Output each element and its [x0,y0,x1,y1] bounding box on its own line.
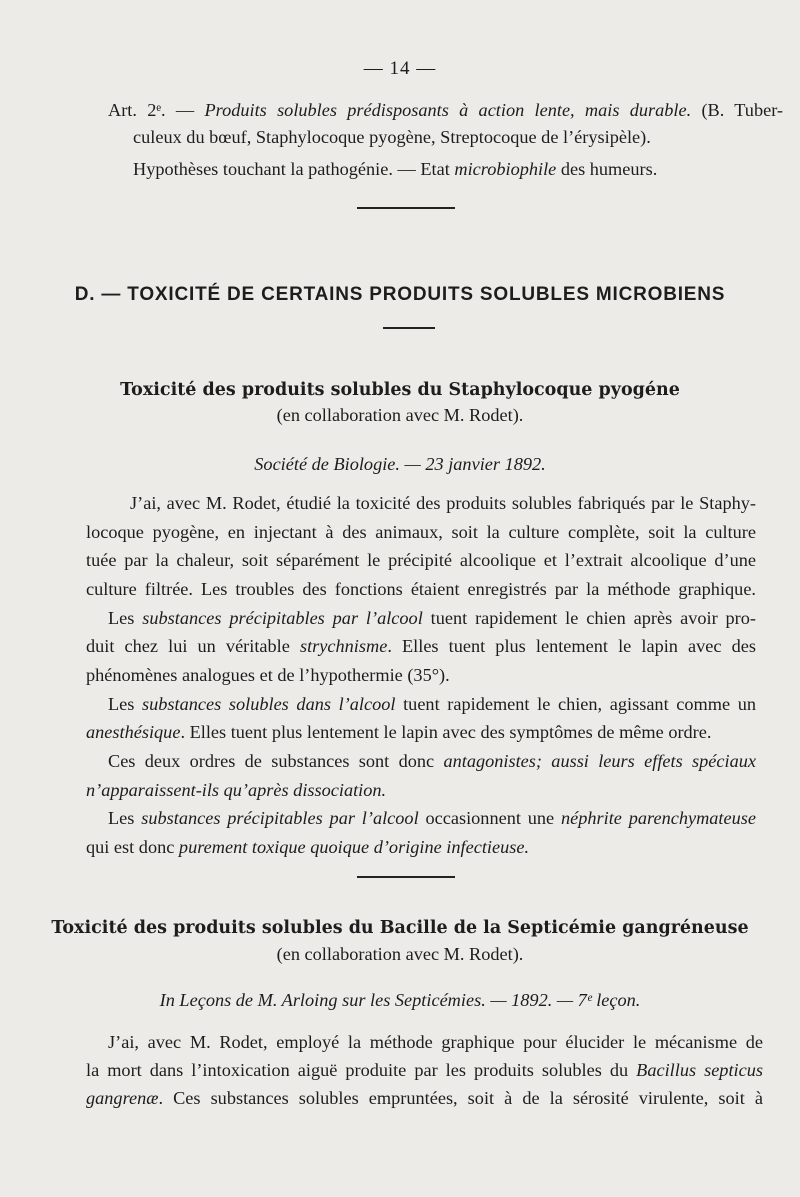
separator-rule [357,207,455,209]
paragraph-line: culture filtrée. Les troubles des fonctions étaient enregistrés par la méthode graphique. [86,579,756,599]
text: Produits solubles prédisposants à action lente, mais durable. [204,100,692,120]
text: Les [108,808,142,828]
art-line-3 [133,157,657,181]
reference [0,452,800,476]
text: strychnisme [299,636,388,656]
text: Bacillus septicus [636,1060,763,1080]
text: duit chez lui un véritable [86,636,300,656]
separator-rule [383,327,435,329]
text: Ces deux ordres de substances sont donc [108,751,444,771]
text: Art. 2ᵉ. — [108,100,205,120]
text: tuent rapidement le chien après avoir pro- [422,608,756,628]
text: la mort dans l’intoxication aiguë produite par les produits solubles du [86,1060,637,1080]
text: qui est donc [86,837,179,857]
paragraph-line: locoque pyogène, en injectant à des animaux, soit la culture complète, soit la culture [86,522,756,542]
text: anesthésique [86,722,181,742]
collaboration-note: (en collaboration avec M. Rodet). [276,944,524,964]
paragraph-line: J’ai, avec M. Rodet, étudié la toxicité des produits solubles fabriqués par le Staphy- [130,493,756,513]
paragraph-line [86,835,529,859]
text: des humeurs. [556,159,658,179]
paragraph-line [108,692,756,716]
page-number: — 14 — [363,58,437,79]
text: Les [108,608,143,628]
text: microbiophile [454,159,557,179]
text: substances précipitables par l’alcool [142,608,423,628]
text: Les [108,694,143,714]
paragraph-line: tuée par la chaleur, soit séparément le précipité alcoolique et l’extrait alcoolique d’une [86,550,756,570]
paragraph-line [86,720,711,744]
text: antagonistes; aussi leurs effets spéciaux [443,751,756,771]
section-title-staphylocoque: Toxicité des produits solubles du Staphylocoque pyogéne [120,380,680,400]
art-line-1 [108,98,783,122]
text: substances précipitables par l’alcool [141,808,419,828]
text: gangrenæ [86,1088,159,1108]
section-heading: D. — TOXICITÉ DE CERTAINS PRODUITS SOLUBLES MICROBIENS [74,284,726,305]
text: (B. Tuber- [691,100,784,120]
text: In Leçons de M. Arloing sur les Septicémies. — 1892. — 7ᵉ leçon. [159,990,641,1010]
paragraph-line: J’ai, avec M. Rodet, employé la méthode graphique pour élucider le mécanisme de [108,1032,763,1052]
paragraph-line [86,1058,763,1082]
paragraph-line: phénomènes analogues et de l’hypothermie (35°). [86,665,450,685]
text: . Ces substances solubles empruntées, soit à de la sérosité virulente, soit à [158,1088,763,1108]
paragraph-line [108,806,756,830]
text: . Elles tuent plus lentement le lapin avec des symptômes de même ordre. [180,722,712,742]
art-line-2: culeux du bœuf, Staphylocoque pyogène, Streptocoque de l’érysipèle). [133,127,651,147]
paragraph-line [108,749,756,773]
text: n’apparaissent-ils qu’après dissociation. [86,780,387,800]
text: occasionnent une [418,808,561,828]
paragraph-line [86,1086,763,1110]
text: néphrite parenchymateuse [560,808,756,828]
text: tuent rapidement le chien, agissant comme un [395,694,757,714]
text: Hypothèses touchant la pathogénie. [133,159,398,179]
paragraph-line [108,606,756,630]
collaboration-note: (en collaboration avec M. Rodet). [276,405,524,425]
text: — Etat [397,159,455,179]
text: substances solubles dans l’alcool [142,694,396,714]
paragraph-line [86,778,386,802]
reference [0,988,800,1012]
text: . Elles tuent plus lentement le lapin avec des [387,636,756,656]
text: Société de Biologie. — 23 janvier 1892. [254,454,546,474]
section-title-septicemie: Toxicité des produits solubles du Bacille de la Septicémie gangréneuse [51,918,749,938]
separator-rule [357,876,455,878]
paragraph-line [86,634,756,658]
text: purement toxique quoique d’origine infectieuse. [178,837,530,857]
